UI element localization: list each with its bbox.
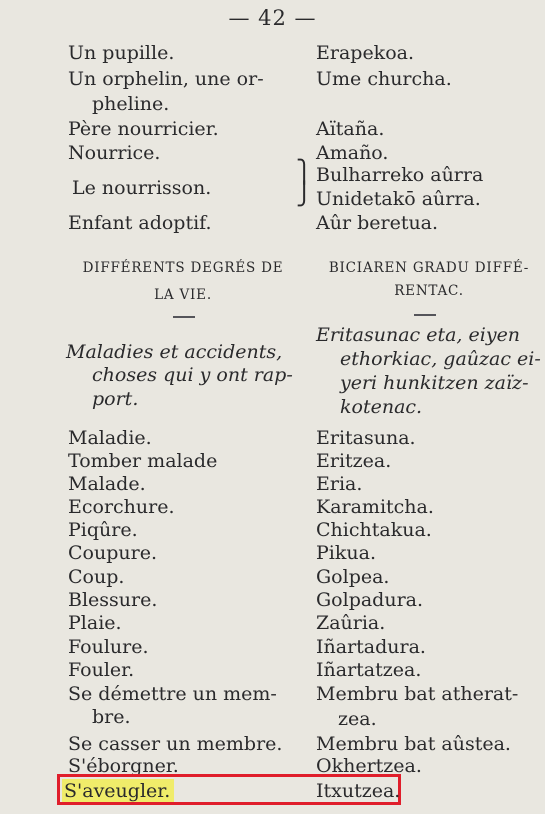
vocab-eu: Eritzea. — [316, 450, 392, 472]
entry-fr: Un pupille. — [68, 42, 175, 64]
vocab-eu: Golpadura. — [316, 589, 424, 611]
vocab-fr: Coup. — [68, 566, 125, 588]
brace-icon: ⎫ — [296, 160, 313, 185]
entry-fr: pheline. — [92, 93, 170, 115]
entry-fr: Nourrice. — [68, 142, 161, 164]
entry-eu: Erapekoa. — [316, 42, 415, 64]
brace-icon: ⎭ — [296, 182, 313, 207]
entry-eu: Aûr beretua. — [316, 212, 439, 234]
vocab-fr: Blessure. — [68, 589, 158, 611]
entry-fr: Enfant adoptif. — [68, 212, 212, 234]
vocab-fr: Plaie. — [68, 612, 122, 634]
entry-eu: Aïtaña. — [316, 118, 385, 140]
section-heading-fr: LA VIE. — [154, 287, 212, 303]
vocab-fr: Maladie. — [68, 427, 152, 449]
vocab-eu: Iñartadura. — [316, 636, 426, 658]
vocab-eu: Eritasuna. — [316, 427, 416, 449]
vocab-eu: Zaûria. — [316, 612, 386, 634]
vocab-fr: bre. — [92, 706, 131, 728]
vocab-eu: Pikua. — [316, 542, 376, 564]
entry-eu: Ume churcha. — [316, 68, 452, 90]
vocab-eu: zea. — [338, 708, 377, 730]
subsection-eu: yeri hunkitzen zaïz- — [340, 372, 529, 394]
entry-eu: Unidetakō aûrra. — [316, 188, 481, 210]
vocab-eu: Membru bat aûstea. — [316, 733, 511, 755]
vocab-eu-selected[interactable]: Itxutzea. — [316, 780, 401, 802]
vocab-fr: Tomber malade — [68, 450, 218, 472]
subsection-fr: port. — [92, 388, 139, 410]
subsection-fr: Maladies et accidents, — [66, 341, 283, 363]
vocab-fr: Coupure. — [68, 542, 157, 564]
section-heading-eu: RENTAC. — [394, 283, 464, 299]
subsection-eu: Eritasunac eta, eiyen — [316, 324, 521, 346]
entry-eu: Amaño. — [316, 142, 389, 164]
entry-fr: Un orphelin, une or- — [68, 68, 264, 90]
vocab-fr-selected[interactable]: S'aveugler. — [64, 780, 171, 802]
subsection-fr: choses qui y ont rap- — [92, 364, 293, 386]
vocab-eu: Okhertzea. — [316, 755, 422, 777]
vocab-eu: Golpea. — [316, 566, 390, 588]
page-number: — 42 — — [228, 6, 317, 30]
subsection-eu: kotenac. — [340, 396, 423, 418]
section-heading-eu: BICIAREN GRADU DIFFÉ- — [328, 260, 530, 276]
entry-eu: Bulharreko aûrra — [316, 164, 484, 186]
vocab-eu: Karamitcha. — [316, 496, 434, 518]
vocab-fr: Ecorchure. — [68, 496, 175, 518]
vocab-fr: Se casser un membre. — [68, 733, 283, 755]
vocab-fr: Piqûre. — [68, 519, 138, 541]
vocab-eu: Iñartatzea. — [316, 659, 422, 681]
entry-fr: Le nourrisson. — [72, 177, 212, 199]
vocab-eu: Membru bat atherat- — [316, 683, 519, 705]
vocab-fr: Foulure. — [68, 636, 149, 658]
vocab-fr: S'éborgner. — [68, 755, 179, 777]
vocab-fr: Malade. — [68, 473, 146, 495]
divider — [173, 316, 195, 318]
vocab-fr: Fouler. — [68, 659, 135, 681]
vocab-fr: Se démettre un mem- — [68, 683, 277, 705]
subsection-eu: ethorkiac, gaûzac ei- — [340, 348, 541, 370]
vocab-eu: Chichtakua. — [316, 519, 432, 541]
entry-fr: Père nourricier. — [68, 118, 219, 140]
section-heading-fr: DIFFÉRENTS DEGRÉS DE — [82, 260, 284, 276]
vocab-eu: Eria. — [316, 473, 363, 495]
divider — [414, 314, 436, 316]
